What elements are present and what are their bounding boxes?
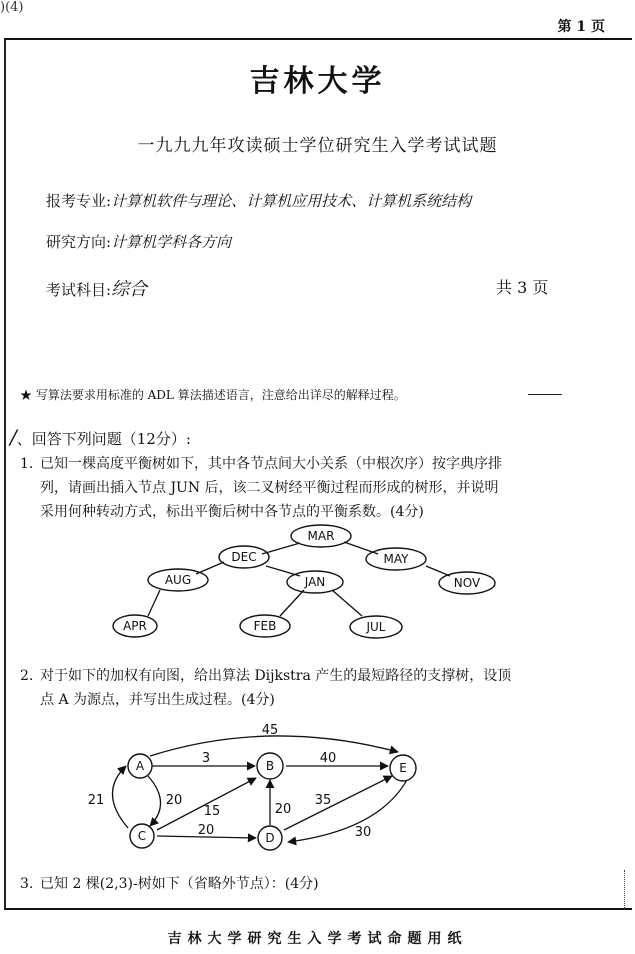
tree-node: APR [123,619,147,633]
question-line: 已知 2 棵(2,3)-树如下（省略外节点）：(4分) [40,876,319,892]
subject-label: 考试科目: [46,281,112,299]
direction-value: 计算机学科各方向 [111,233,232,251]
major-value: 计算机软件与理论、计算机应用技术、计算机系统结构 [111,192,472,210]
instruction-note: ★ 写算法要求用标准的 ADL 算法描述语言，注意给出详尽的解释过程。 [20,388,406,402]
question-number: 3. [20,876,34,892]
question-number: 1. [20,456,34,472]
graph-node: C [137,829,147,843]
question-number: 2. [20,668,34,684]
question-line: 列，请画出插入节点 JUN 后，该二叉树经平衡过程而形成的树形，并说明 [40,480,499,496]
corner-mark: )(4) [0,0,24,15]
question-2 [20,664,511,712]
graph-node: E [399,761,407,775]
tree-node: FEB [253,619,277,633]
footer-caption: 吉林大学研究生入学考试命题用纸 [167,931,468,947]
edge-weight: 30 [354,825,372,840]
edge-weight: 40 [319,751,337,766]
total-pages: 共 3 页 [496,278,549,297]
subject-row [46,275,147,301]
edge-weight: 15 [203,804,221,819]
edge-weight: 21 [87,793,105,808]
question-line: 点 A 为源点，并写出生成过程。(4分) [40,692,275,708]
edge-weight: 45 [261,723,279,738]
tree-node: DEC [231,550,257,564]
tree-node: JAN [304,575,326,589]
graph-node: D [265,831,275,845]
university-title: 吉林大学 [249,64,386,99]
edge-weight: 3 [201,751,211,766]
graph-node: A [135,759,145,773]
question-line: 对于如下的加权有向图，给出算法 Dijkstra 产生的最短路径的支撑树，设顶 [40,668,512,684]
exam-title: 一九九九年攻读硕士学位研究生入学考试试题 [137,136,498,156]
scan-edge-marks [624,870,633,910]
question-line: 采用何种转动方式，标出平衡后树中各节点的平衡系数。(4分) [40,504,424,520]
question-1 [20,452,502,524]
digraph-figure [0,718,635,858]
tree-node: AUG [164,573,192,587]
edge-weight: 35 [314,793,332,808]
edge-weight: 20 [274,802,292,817]
tree-node: MAY [383,552,409,566]
major-label: 报考专业: [46,192,112,210]
edge-weight: 20 [197,823,215,838]
edge-weight: 20 [165,793,183,808]
avl-tree-figure [0,518,635,648]
section-heading [10,425,191,449]
page-number: 第 1 页 [557,19,605,35]
graph-node: B [265,759,275,773]
section-mark: / [10,425,17,449]
tree-node: MAR [307,529,335,543]
tree-node: JUL [366,620,386,634]
tree-node: NOV [453,576,481,590]
note-dash [528,394,562,395]
section-title: 、回答下列问题（12分）: [16,430,191,448]
direction-row [46,231,231,252]
direction-label: 研究方向: [46,233,112,251]
question-line: 已知一棵高度平衡树如下，其中各节点间大小关系（中根次序）按字典序排 [40,456,502,472]
question-3 [20,872,319,896]
major-row [46,190,471,211]
subject-value: 综合 [111,279,148,300]
